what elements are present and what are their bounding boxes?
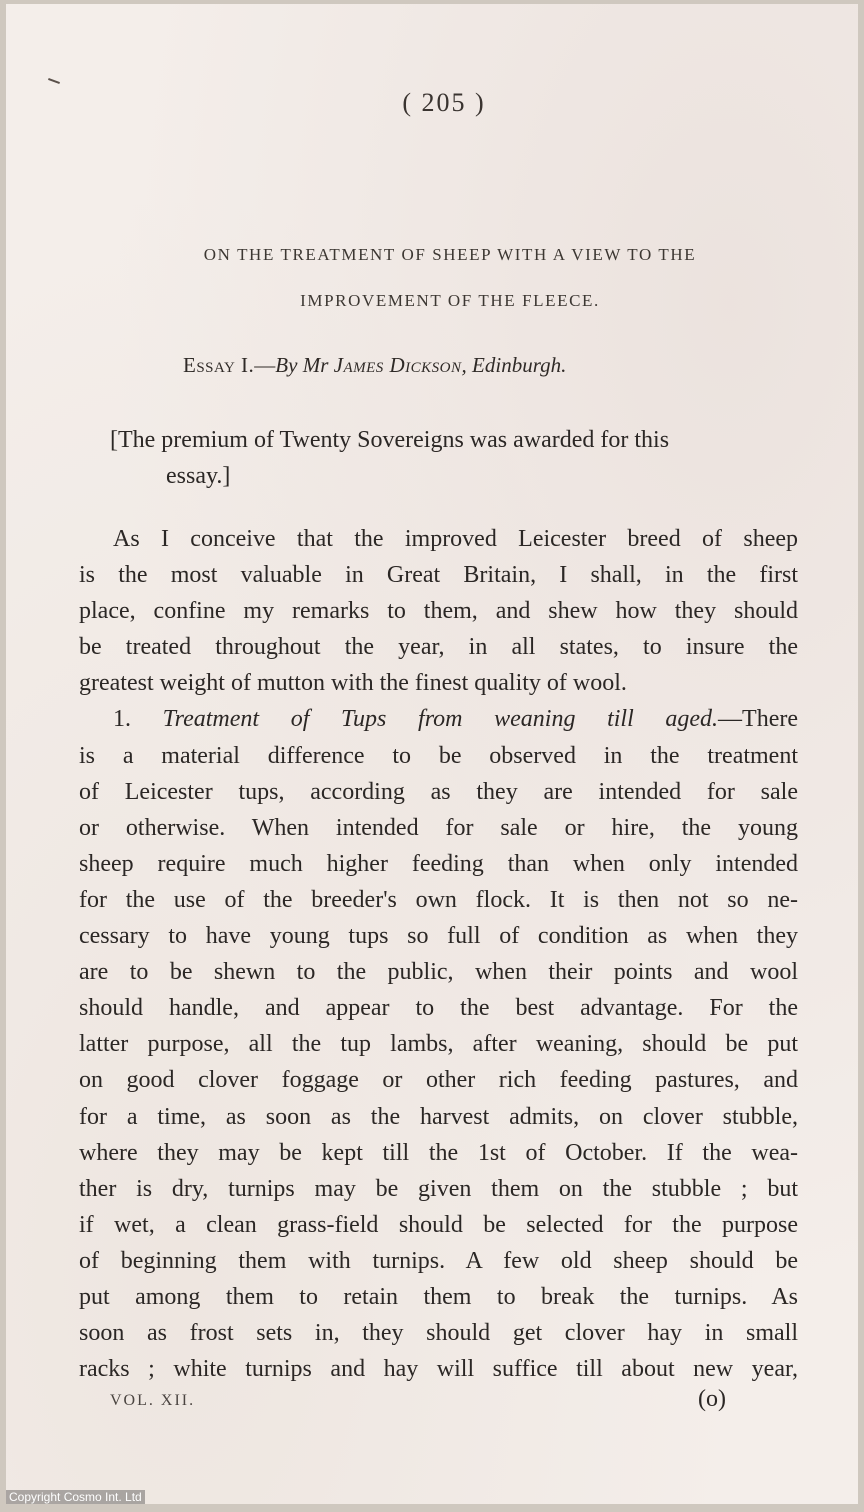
paragraph-2-line: for the use of the breeder's own flock. It is then not so ne- bbox=[79, 886, 798, 913]
paragraph-1-line: greatest weight of mutton with the finest quality of wool. bbox=[79, 670, 627, 697]
body-text bbox=[79, 521, 798, 1387]
paragraph-2-heading-line bbox=[79, 701, 798, 737]
paragraph-2-line: sheep require much higher feeding than when only intended bbox=[79, 850, 798, 877]
essay-title-line-2: IMPROVEMENT OF THE FLEECE. bbox=[300, 291, 600, 310]
paragraph-2-line: or otherwise. When intended for sale or hire, the young bbox=[79, 814, 798, 841]
paragraph-2-line: are to be shewn to the public, when their points and wool bbox=[79, 959, 798, 986]
byline bbox=[183, 353, 566, 378]
copyright-watermark: Copyright Cosmo Int. Ltd bbox=[6, 1490, 145, 1504]
byline-dash: — bbox=[254, 353, 276, 377]
paragraph-1-line: is the most valuable in Great Britain, I shall, in the first bbox=[79, 562, 798, 589]
paragraph-2-line: for a time, as soon as the harvest admits, on clover stubble, bbox=[79, 1103, 798, 1130]
signature-mark: (o) bbox=[698, 1386, 726, 1412]
paragraph-2-line: cessary to have young tups so full of condition as when they bbox=[79, 923, 798, 950]
paragraph-2-line: of beginning them with turnips. A few old sheep should be bbox=[79, 1247, 798, 1274]
paragraph-2-line: where they may be kept till the 1st of October. If the wea- bbox=[79, 1139, 798, 1166]
paragraph-2-line: put among them to retain them to break the turnips. As bbox=[79, 1283, 798, 1310]
essay-title-line-1: ON THE TREATMENT OF SHEEP WITH A VIEW TO THE bbox=[203, 245, 697, 264]
paragraph-2-line: ther is dry, turnips may be given them on the stubble ; but bbox=[79, 1175, 798, 1202]
section-number: 1. bbox=[113, 706, 163, 733]
paragraph-2-line: is a material difference to be observed in the treatment bbox=[79, 742, 798, 769]
paragraph-2-line: latter purpose, all the tup lambs, after weaning, should be put bbox=[79, 1031, 798, 1058]
paragraph-1-line: As I conceive that the improved Leicester breed of sheep bbox=[113, 526, 798, 552]
paragraph-2-line: racks ; white turnips and hay will suffice till about new year, bbox=[79, 1356, 798, 1383]
page-number: ( 205 ) bbox=[402, 88, 486, 117]
premium-note-line-2: essay.] bbox=[166, 463, 231, 489]
essay-title bbox=[110, 232, 790, 324]
essay-label: Essay I. bbox=[183, 353, 255, 377]
paragraph-2-line: soon as frost sets in, they should get clover hay in small bbox=[79, 1320, 798, 1347]
paragraph-2-line: if wet, a clean grass-field should be selected for the purpose bbox=[79, 1211, 798, 1238]
paragraph-1-line: place, confine my remarks to them, and shew how they should bbox=[79, 598, 798, 625]
paragraph-1-line: be treated throughout the year, in all states, to insure the bbox=[79, 634, 798, 661]
author-place: , Edinburgh. bbox=[461, 353, 567, 377]
byline-by: By Mr bbox=[275, 353, 334, 377]
premium-note bbox=[110, 422, 800, 494]
section-heading: Treatment of Tups from weaning till aged. bbox=[162, 706, 719, 733]
ink-smudge bbox=[48, 78, 60, 84]
volume-signature: VOL. XII. bbox=[110, 1392, 196, 1409]
paragraph-2-line: of Leicester tups, according as they are intended for sale bbox=[79, 778, 798, 805]
section-lead: —There bbox=[718, 706, 799, 733]
premium-note-line-1: [The premium of Twenty Sovereigns was awarded for this bbox=[110, 427, 670, 453]
paragraph-2-line: should handle, and appear to the best advantage. For the bbox=[79, 995, 798, 1022]
author-name: James Dickson bbox=[333, 353, 462, 377]
paragraph-2-line: on good clover foggage or other rich feeding pastures, and bbox=[79, 1067, 798, 1094]
